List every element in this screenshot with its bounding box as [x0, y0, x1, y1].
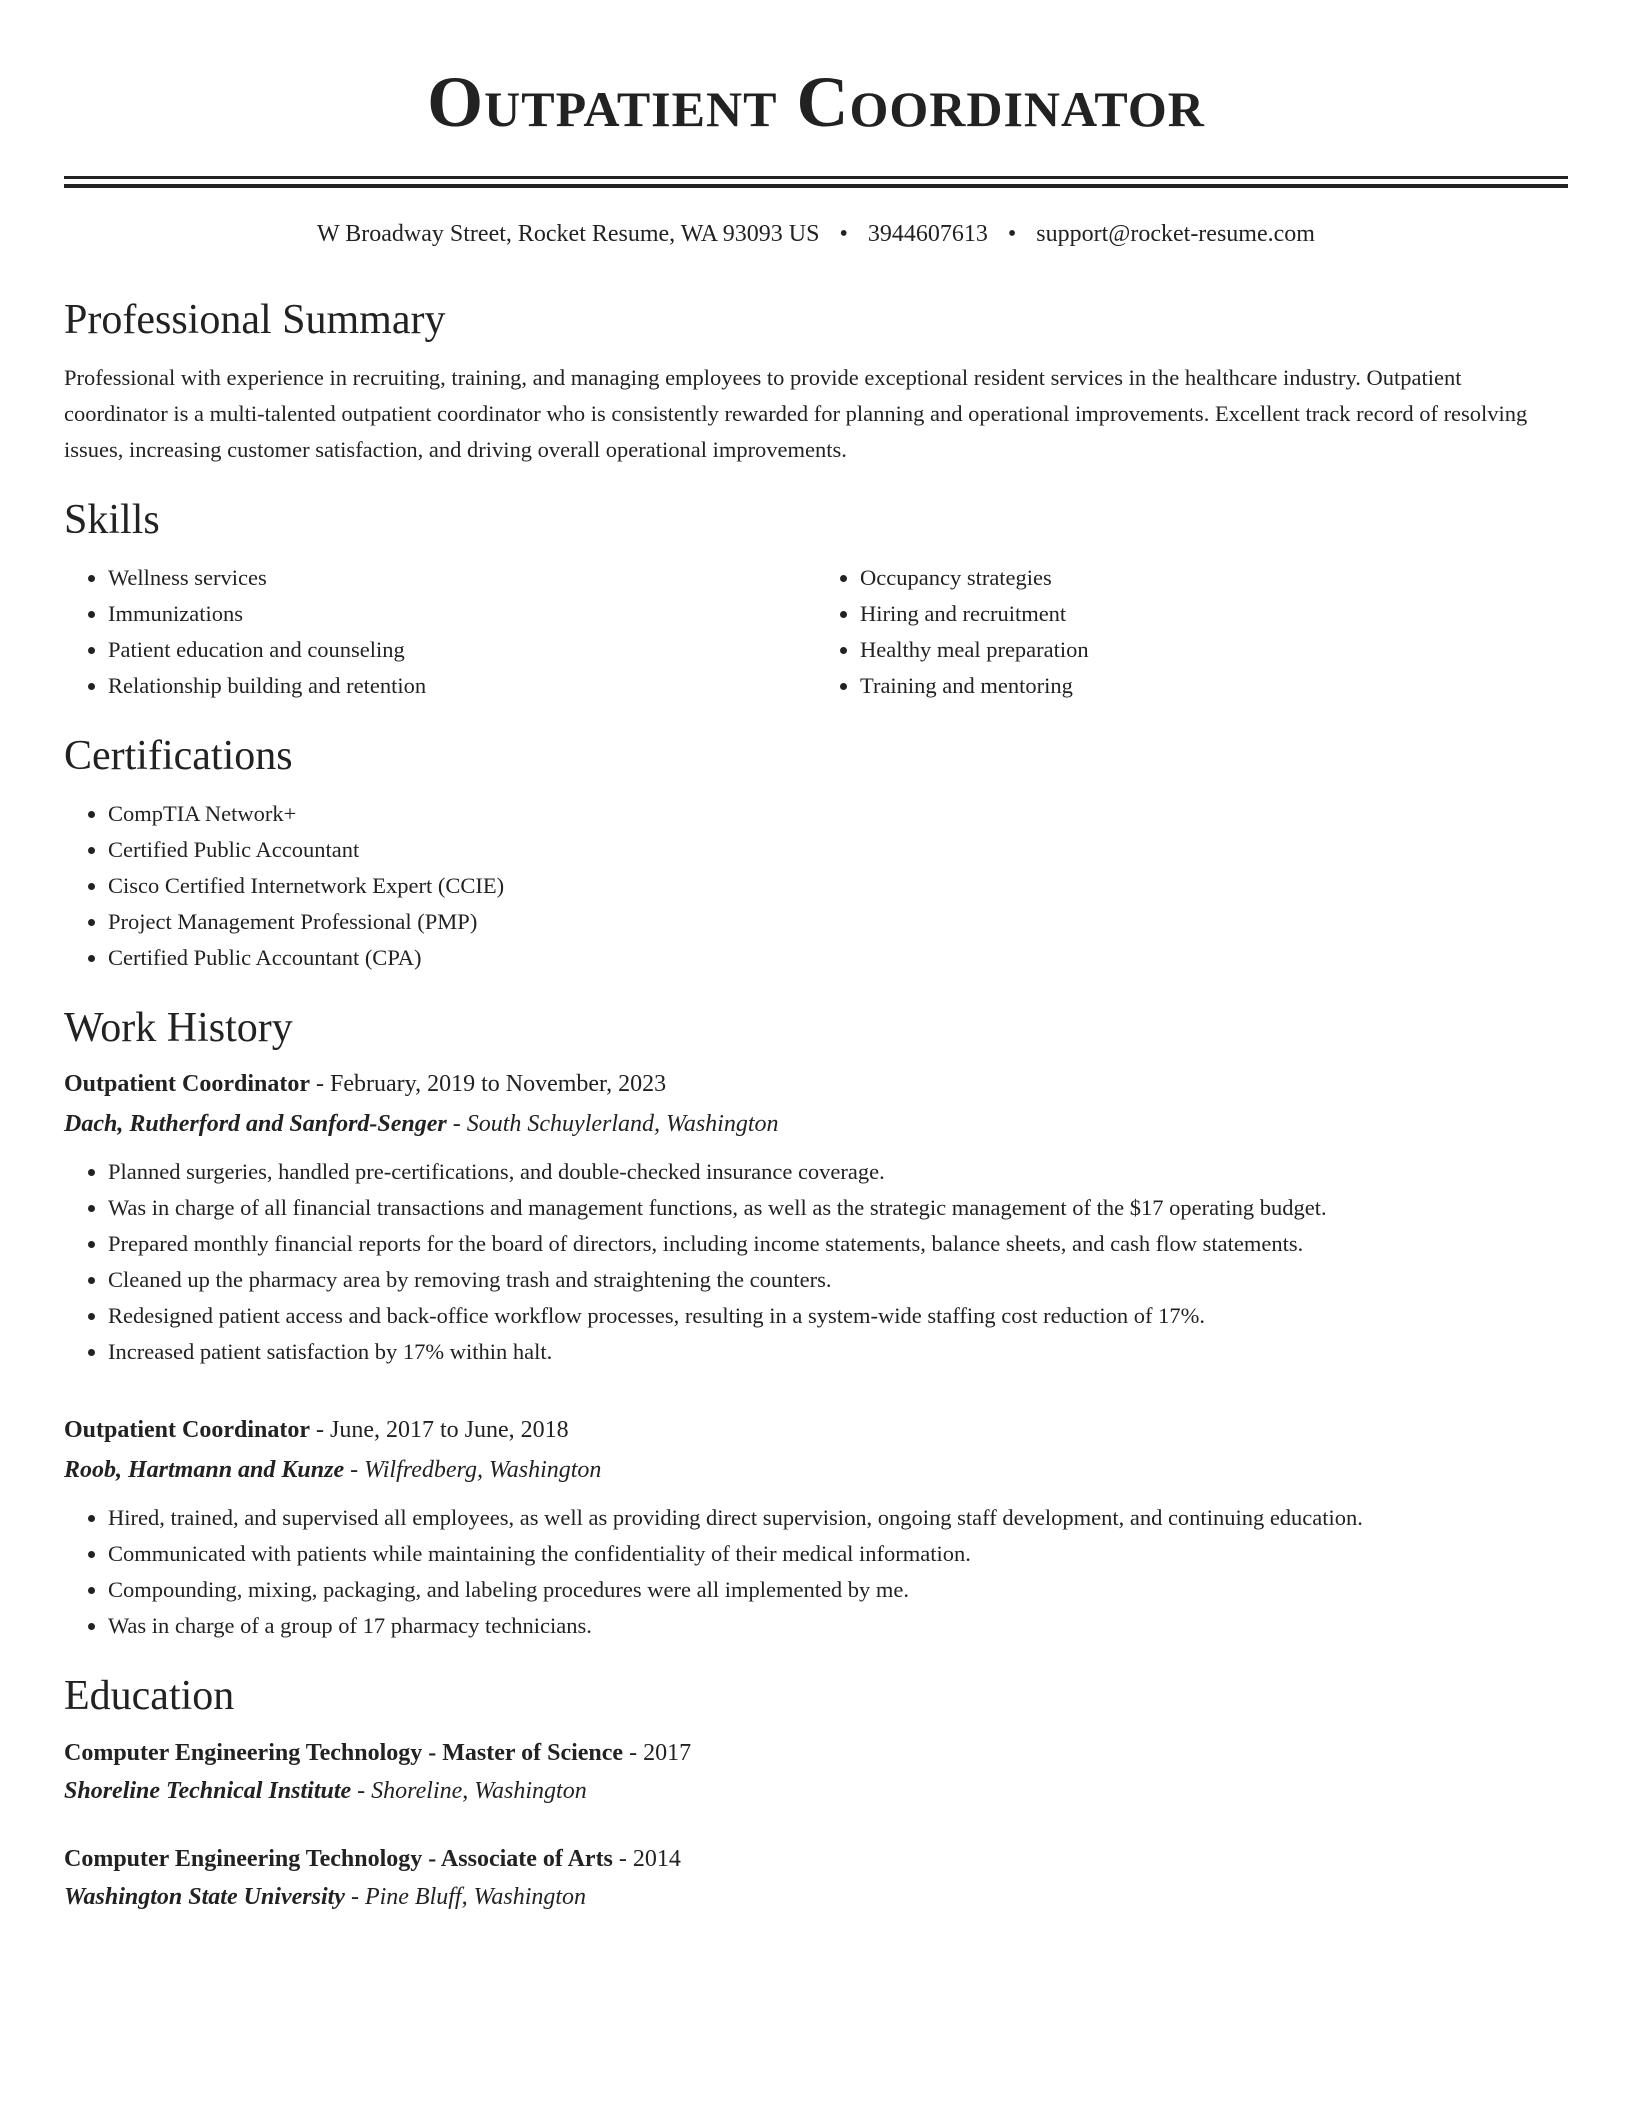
job-entry	[64, 1064, 1568, 1370]
education-entry	[64, 1840, 1568, 1916]
skill-item: • Healthy meal preparation	[860, 632, 1568, 668]
dash-separator: -	[351, 1778, 372, 1804]
job-bullet: • Redesigned patient access and back-office workflow processes, resulting in a system-wide staffing cost reduction of 17%.	[108, 1298, 1568, 1334]
skill-item: • Occupancy strategies	[860, 560, 1568, 596]
job-bullet: • Hired, trained, and supervised all employees, as well as providing direct supervision, ongoing staff development, and continuing education.	[108, 1500, 1568, 1536]
job-bullets	[64, 1500, 1568, 1644]
dash-separator: -	[612, 1846, 633, 1872]
dash-separator: -	[446, 1111, 467, 1137]
section-heading-summary: Professional Summary	[64, 297, 446, 343]
job-title-line	[64, 1064, 1568, 1104]
section-heading-education: Education	[64, 1673, 235, 1719]
skill-item: • Relationship building and retention	[108, 668, 816, 704]
section-heading-skills: Skills	[64, 497, 160, 543]
contact-email: support@rocket-resume.com	[1036, 221, 1315, 247]
job-bullet: • Planned surgeries, handled pre-certifications, and double-checked insurance coverage.	[108, 1154, 1568, 1190]
contact-separator: •	[1007, 221, 1017, 247]
job-entry	[64, 1410, 1568, 1644]
education-school-line	[64, 1878, 1568, 1916]
job-company-line	[64, 1104, 1568, 1144]
education-location: Pine Bluff, Washington	[364, 1884, 587, 1910]
job-bullet: • Was in charge of a group of 17 pharmacy technicians.	[108, 1608, 1568, 1644]
dash-separator: -	[344, 1884, 365, 1910]
skill-item: • Wellness services	[108, 560, 816, 596]
skill-item: • Immunizations	[108, 596, 816, 632]
education-degree-line	[64, 1840, 1568, 1878]
section-heading-work-history: Work History	[64, 1005, 293, 1051]
education-degree: Computer Engineering Technology - Associate of Arts	[64, 1846, 613, 1872]
job-location: Wilfredberg, Washington	[364, 1457, 602, 1483]
education-degree-line	[64, 1734, 1568, 1772]
resume-title: Outpatient Coordinator	[427, 62, 1205, 142]
skills-columns	[64, 560, 1568, 704]
skill-item: • Training and mentoring	[860, 668, 1568, 704]
job-bullet: • Cleaned up the pharmacy area by removing trash and straightening the counters.	[108, 1262, 1568, 1298]
skills-list-left	[64, 560, 816, 704]
job-bullet: • Compounding, mixing, packaging, and labeling procedures were all implemented by me.	[108, 1572, 1568, 1608]
education-year: 2017	[643, 1740, 692, 1766]
education-school-line	[64, 1772, 1568, 1810]
job-title: Outpatient Coordinator	[64, 1071, 310, 1097]
education-degree: Computer Engineering Technology - Master of Science	[64, 1740, 624, 1766]
summary-text: Professional with experience in recruiting, training, and managing employees to provide exceptional resident services in the healthcare industry. Outpatient coordinator is a multi-talented outpatient coordinator who is consistently rewarded for planning and operational improvements. Excellent track record of resolving issues, increasing customer satisfaction, and driving overall operational improvements.	[64, 365, 1528, 462]
contact-address: W Broadway Street, Rocket Resume, WA 93093 US	[317, 221, 820, 247]
certification-item: • Certified Public Accountant	[108, 832, 1568, 868]
job-bullet: • Was in charge of all financial transactions and management functions, as well as the strategic management of the $17 operating budget.	[108, 1190, 1568, 1226]
dash-separator: -	[310, 1417, 330, 1443]
contact-separator: •	[839, 221, 848, 247]
skills-section	[64, 494, 1568, 704]
dash-separator: -	[310, 1071, 330, 1097]
contact-line	[64, 218, 1568, 250]
education-entry	[64, 1734, 1568, 1810]
education-school: Shoreline Technical Institute	[64, 1778, 352, 1804]
certifications-section	[64, 730, 1568, 976]
job-title-line	[64, 1410, 1568, 1450]
contact-phone: 3944607613	[867, 221, 988, 247]
job-company-line	[64, 1450, 1568, 1490]
education-location: Shoreline, Washington	[371, 1778, 587, 1804]
certification-item: • CompTIA Network+	[108, 796, 1568, 832]
job-bullet: • Communicated with patients while maintaining the confidentiality of their medical information.	[108, 1536, 1568, 1572]
job-company: Dach, Rutherford and Sanford-Senger	[64, 1111, 447, 1137]
job-title: Outpatient Coordinator	[64, 1417, 310, 1443]
certification-item: • Cisco Certified Internetwork Expert (CCIE)	[108, 868, 1568, 904]
education-school: Washington State University	[64, 1884, 345, 1910]
education-section	[64, 1670, 1568, 1916]
skill-item: • Hiring and recruitment	[860, 596, 1568, 632]
work-history-section	[64, 1002, 1568, 1644]
certification-item: • Project Management Professional (PMP)	[108, 904, 1568, 940]
certification-item: • Certified Public Accountant (CPA)	[108, 940, 1568, 976]
job-dates: June, 2017 to June, 2018	[330, 1417, 569, 1443]
skill-item: • Patient education and counseling	[108, 632, 816, 668]
job-company: Roob, Hartmann and Kunze	[64, 1457, 345, 1483]
job-bullet: • Prepared monthly financial reports for the board of directors, including income statements, balance sheets, and cash flow statements.	[108, 1226, 1568, 1262]
job-bullet: • Increased patient satisfaction by 17% within halt.	[108, 1334, 1568, 1370]
job-bullets	[64, 1154, 1568, 1370]
title-divider	[64, 176, 1568, 188]
dash-separator: -	[623, 1740, 644, 1766]
skills-list-right	[816, 560, 1568, 704]
job-location: South Schuylerland, Washington	[466, 1111, 779, 1137]
job-dates: February, 2019 to November, 2023	[330, 1071, 667, 1097]
dash-separator: -	[344, 1457, 365, 1483]
certifications-list	[64, 796, 1568, 976]
education-year: 2014	[632, 1846, 681, 1872]
section-heading-certifications: Certifications	[64, 733, 293, 779]
